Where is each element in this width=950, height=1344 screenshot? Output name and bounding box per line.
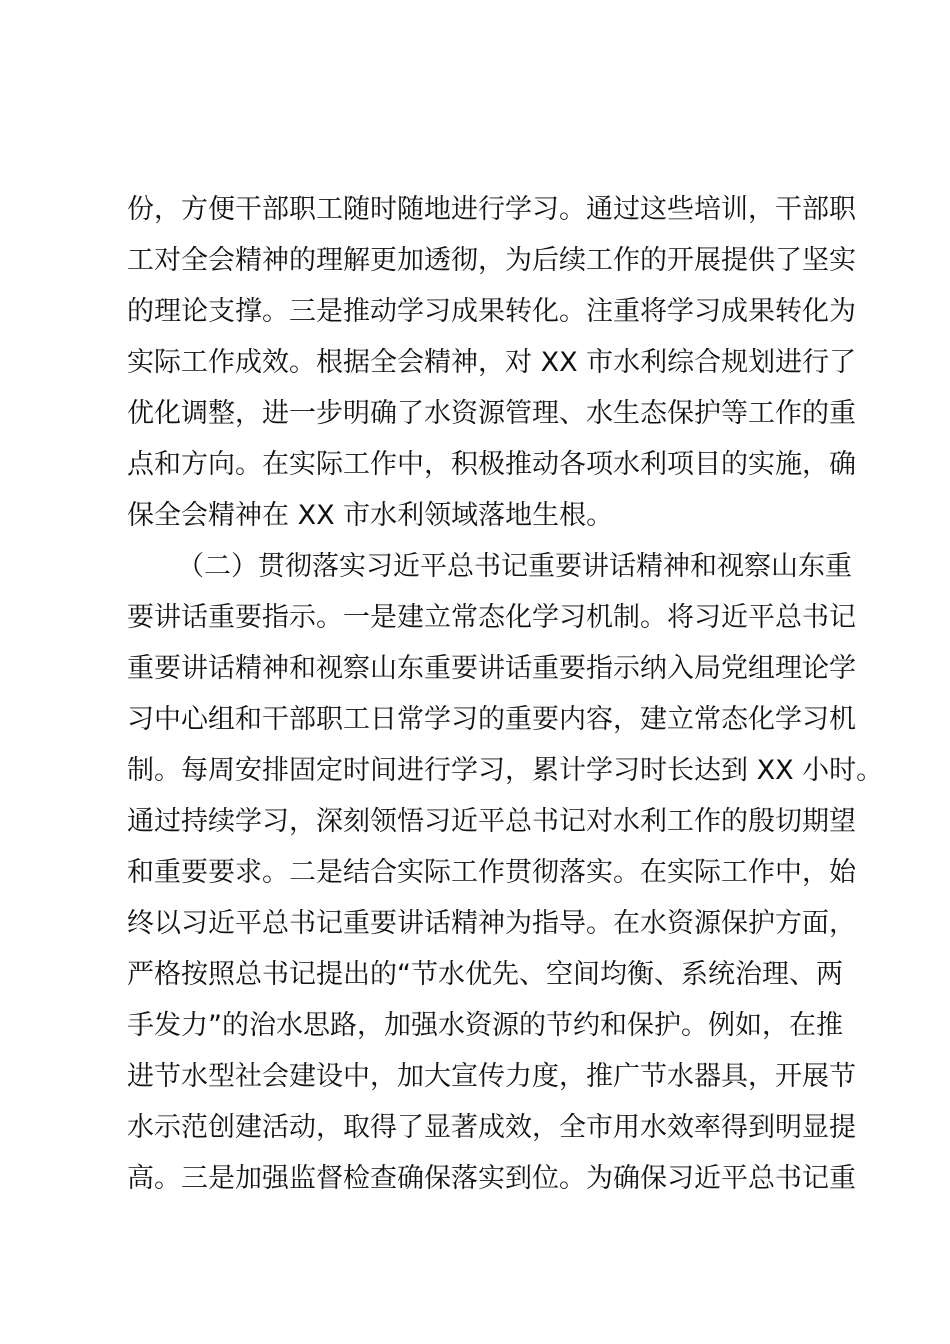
text-line: 进节水型社会建设中，加大宣传力度，推广节水器具，开展节 bbox=[127, 1061, 856, 1092]
text-line: 重要讲话精神和视察山东重要讲话重要指示纳入局党组理论学 bbox=[127, 653, 856, 684]
text-line: 和重要要求。二是结合实际工作贯彻落实。在实际工作中，始 bbox=[127, 857, 856, 888]
text-line: 优化调整，进一步明确了水资源管理、水生态保护等工作的重 bbox=[127, 398, 856, 429]
text-line: 习中心组和干部职工日常学习的重要内容，建立常态化学习机 bbox=[127, 704, 856, 735]
text-line: 工对全会精神的理解更加透彻，为后续工作的开展提供了坚实 bbox=[127, 245, 856, 276]
text-line: 终以习近平总书记重要讲话精神为指导。在水资源保护方面， bbox=[127, 908, 856, 939]
text-line: 水示范创建活动，取得了显著成效，全市用水效率得到明显提 bbox=[127, 1112, 856, 1143]
text-line: 实际工作成效。根据全会精神，对 XX 市水利综合规划进行了 bbox=[127, 347, 857, 378]
text-line: 要讲话重要指示。一是建立常态化学习机制。将习近平总书记 bbox=[127, 602, 856, 633]
text-line: 制。每周安排固定时间进行学习，累计学习时长达到 XX 小时。 bbox=[127, 755, 884, 786]
text-line: 的理论支撑。三是推动学习成果转化。注重将学习成果转化为 bbox=[127, 296, 856, 327]
text-line: 严格按照总书记提出的“节水优先、空间均衡、系统治理、两 bbox=[127, 959, 843, 990]
section-heading-line: （二）贯彻落实习近平总书记重要讲话精神和视察山东重 bbox=[177, 551, 852, 582]
body-text bbox=[127, 184, 884, 1204]
text-line: 份，方便干部职工随时随地进行学习。通过这些培训，干部职 bbox=[127, 194, 856, 225]
text-line: 手发力”的治水思路，加强水资源的节约和保护。例如，在推 bbox=[127, 1010, 843, 1041]
text-line: 高。三是加强监督检查确保落实到位。为确保习近平总书记重 bbox=[127, 1163, 856, 1194]
text-line: 点和方向。在实际工作中，积极推动各项水利项目的实施，确 bbox=[127, 449, 856, 480]
text-line: 保全会精神在 XX 市水利领域落地生根。 bbox=[127, 500, 614, 531]
text-line: 通过持续学习，深刻领悟习近平总书记对水利工作的殷切期望 bbox=[127, 806, 856, 837]
